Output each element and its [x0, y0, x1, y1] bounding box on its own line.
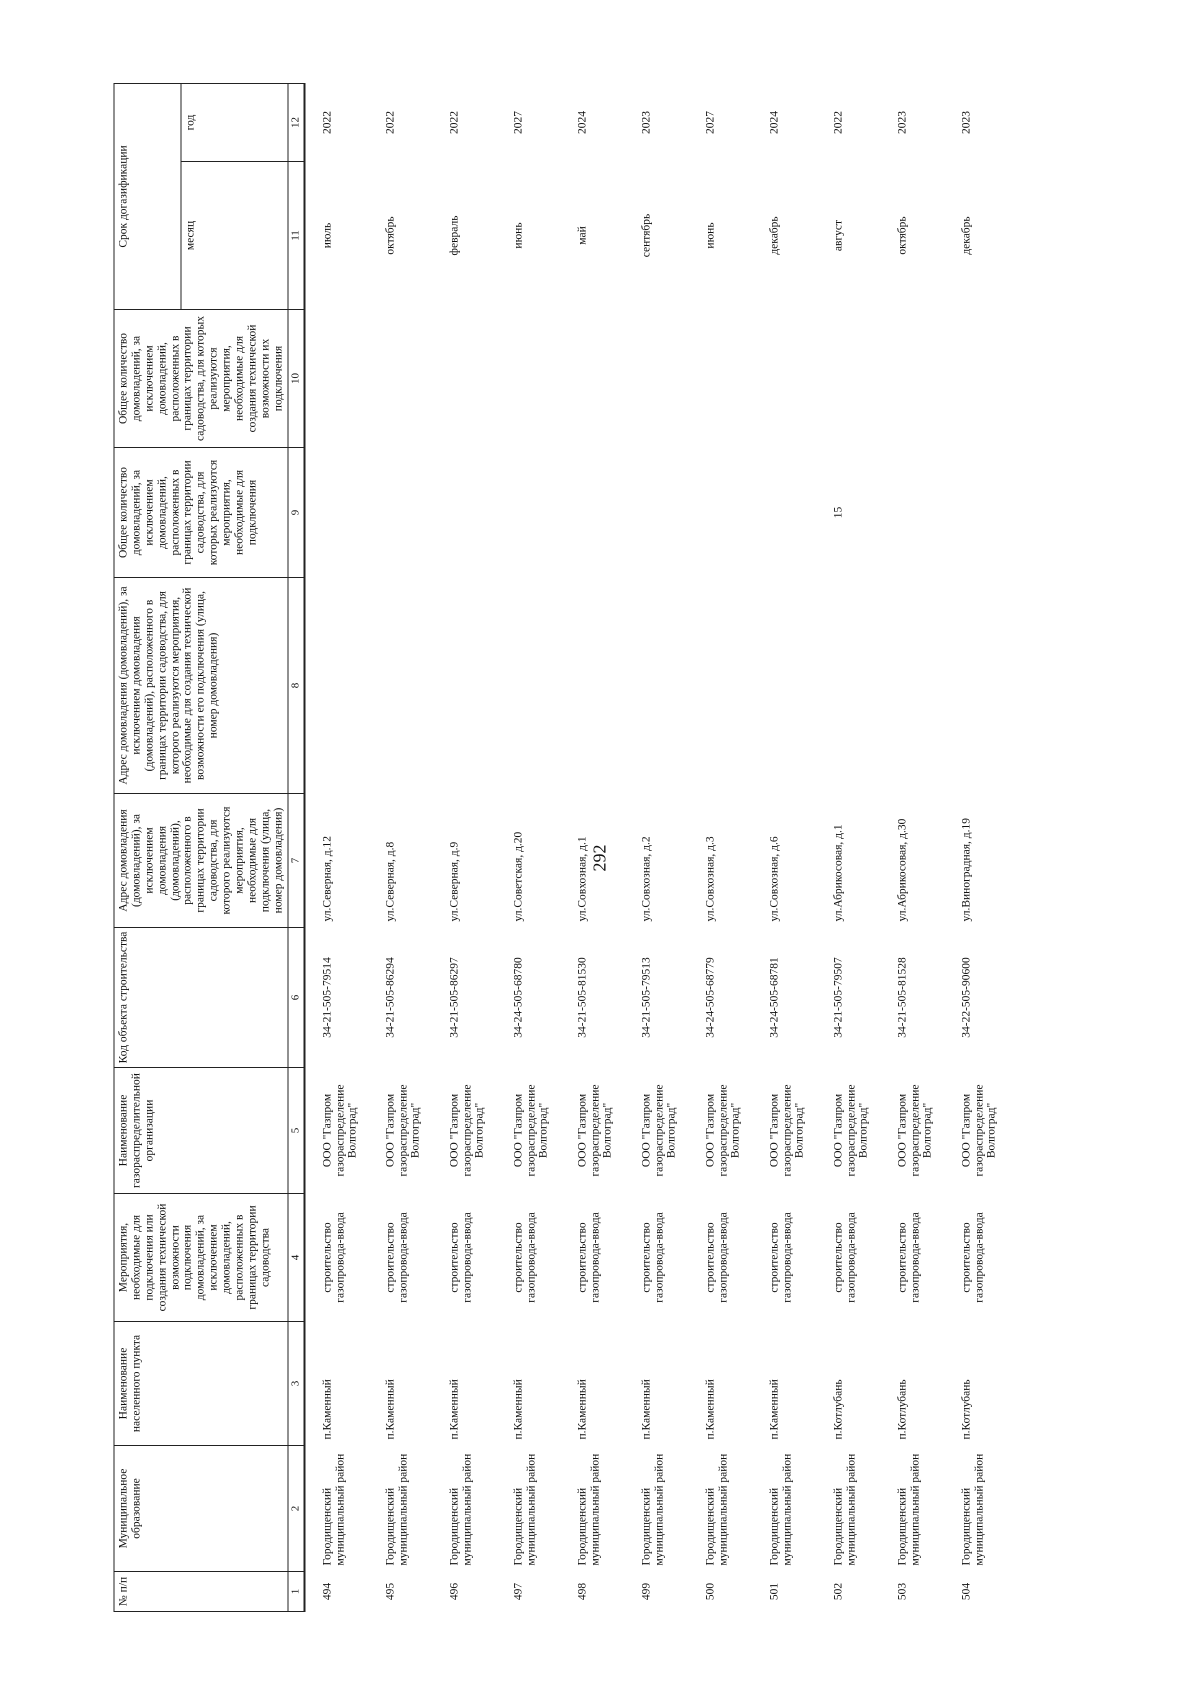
activity-cell: строительство газопровода-ввода — [960, 1212, 986, 1303]
object-code-cell: 34-21-505-79507 — [832, 957, 845, 1038]
column-number: 1 — [288, 1572, 304, 1612]
column-number: 6 — [288, 928, 304, 1068]
row-number: 501 — [768, 1582, 781, 1601]
deadline-year-cell: 2023 — [640, 111, 653, 134]
gasification-table — [114, 83, 1009, 1612]
header-num: № п/п — [114, 1572, 288, 1612]
gas-org-cell: ООО "Газпром газораспределение Волгоград" — [384, 1084, 422, 1177]
count-connect-cell — [944, 448, 1008, 578]
municipality-cell: Городищенский муниципальный район — [321, 1453, 347, 1566]
address-connect-cell: ул.Совхозная, д.2 — [640, 836, 653, 922]
deadline-year-cell: 2022 — [384, 111, 397, 134]
object-code-cell: 34-21-505-79514 — [321, 957, 334, 1038]
gas-org-cell: ООО "Газпром газораспределение Волгоград" — [896, 1084, 934, 1177]
count-create-cell — [880, 310, 944, 448]
table-row — [304, 84, 368, 1612]
header-count-connect: Общее количество домовладений, за исключением домовладений, расположенных в границах территории садоводства, для которых реализуются мероприятия, необходимые для подключения — [114, 448, 288, 578]
count-connect-cell — [304, 448, 368, 578]
deadline-year-cell: 2023 — [960, 111, 973, 134]
table-row — [944, 84, 1008, 1612]
settlement-cell: п.Каменный — [448, 1379, 461, 1440]
deadline-year-cell: 2027 — [512, 111, 525, 134]
row-number: 502 — [832, 1582, 845, 1601]
table-body — [304, 84, 1008, 1612]
deadline-month-cell: декабрь — [960, 216, 973, 255]
page-number: 292 — [589, 844, 610, 872]
address-create-cell — [880, 578, 944, 794]
municipality-cell: Городищенский муниципальный район — [768, 1453, 794, 1566]
settlement-cell: п.Котлубань — [896, 1379, 909, 1440]
deadline-year-cell: 2022 — [448, 111, 461, 134]
table-row — [880, 84, 944, 1612]
row-number: 495 — [384, 1582, 397, 1601]
address-create-cell — [496, 578, 560, 794]
row-number: 503 — [896, 1582, 909, 1601]
deadline-month-cell: май — [576, 226, 589, 245]
address-connect-cell: ул.Абрикосовая, д.30 — [896, 818, 909, 922]
row-number: 497 — [512, 1582, 525, 1601]
header-activity: Мероприятия, необходимые для подключения или создания технической возможности подключения домовладений, за исключением домовладений, расположенных в границах территории садоводства — [114, 1194, 288, 1322]
deadline-month-cell: декабрь — [768, 216, 781, 255]
table-row — [624, 84, 688, 1612]
activity-cell: строительство газопровода-ввода — [512, 1212, 538, 1303]
table-row — [752, 84, 816, 1612]
header-object-code: Код объекта строительства — [114, 928, 288, 1068]
settlement-cell: п.Каменный — [640, 1379, 653, 1440]
count-create-cell — [432, 310, 496, 448]
address-connect-cell: ул.Совхозная, д.6 — [768, 836, 781, 922]
municipality-cell: Городищенский муниципальный район — [384, 1453, 410, 1566]
address-create-cell — [688, 578, 752, 794]
address-create-cell — [304, 578, 368, 794]
count-connect-cell — [432, 448, 496, 578]
count-connect-cell — [880, 448, 944, 578]
deadline-year-cell: 2027 — [704, 111, 717, 134]
address-connect-cell: ул.Совхозная, д.1 — [576, 836, 589, 922]
header-settlement: Наименование населенного пункта — [114, 1322, 288, 1446]
count-create-cell — [944, 310, 1008, 448]
column-number: 9 — [288, 448, 304, 578]
settlement-cell: п.Каменный — [704, 1379, 717, 1440]
gas-org-cell: ООО "Газпром газораспределение Волгоград" — [321, 1084, 359, 1177]
object-code-cell: 34-21-505-86297 — [448, 957, 461, 1038]
activity-cell: строительство газопровода-ввода — [384, 1212, 410, 1303]
deadline-year-cell: 2022 — [832, 111, 845, 134]
object-code-cell: 34-21-505-79513 — [640, 957, 653, 1038]
count-connect-cell — [752, 448, 816, 578]
count-connect-cell: 15 — [832, 506, 845, 519]
municipality-cell: Городищенский муниципальный район — [896, 1453, 922, 1566]
column-number: 8 — [288, 578, 304, 794]
table-row — [432, 84, 496, 1612]
address-create-cell — [752, 578, 816, 794]
deadline-year-cell: 2024 — [768, 111, 781, 134]
municipality-cell: Городищенский муниципальный район — [448, 1453, 474, 1566]
gas-org-cell: ООО "Газпром газораспределение Волгоград" — [960, 1084, 998, 1177]
deadline-month-cell: февраль — [448, 215, 461, 256]
address-create-cell — [944, 578, 1008, 794]
gas-org-cell: ООО "Газпром газораспределение Волгоград" — [832, 1084, 870, 1177]
deadline-month-cell: сентябрь — [640, 213, 653, 258]
column-number-row — [288, 84, 304, 1612]
deadline-month-cell: август — [832, 219, 845, 252]
count-create-cell — [688, 310, 752, 448]
settlement-cell: п.Каменный — [768, 1379, 781, 1440]
activity-cell: строительство газопровода-ввода — [640, 1212, 666, 1303]
address-create-cell — [560, 578, 624, 794]
municipality-cell: Городищенский муниципальный район — [704, 1453, 730, 1566]
settlement-cell: п.Каменный — [576, 1379, 589, 1440]
address-create-cell — [432, 578, 496, 794]
gas-org-cell: ООО "Газпром газораспределение Волгоград" — [576, 1084, 614, 1177]
count-create-cell — [560, 310, 624, 448]
deadline-month-cell: октябрь — [896, 216, 909, 255]
activity-cell: строительство газопровода-ввода — [321, 1212, 347, 1303]
table-header — [114, 84, 304, 1612]
rotated-sheet — [114, 84, 1087, 1612]
count-connect-cell — [496, 448, 560, 578]
count-create-cell — [624, 310, 688, 448]
count-create-cell — [816, 310, 880, 448]
row-number: 498 — [576, 1582, 589, 1601]
table-row — [560, 84, 624, 1612]
activity-cell: строительство газопровода-ввода — [896, 1212, 922, 1303]
header-deadline: Срок догазификации — [114, 84, 181, 310]
column-number: 11 — [288, 162, 304, 310]
count-connect-cell — [560, 448, 624, 578]
column-number: 10 — [288, 310, 304, 448]
deadline-month-cell: октябрь — [384, 216, 397, 255]
activity-cell: строительство газопровода-ввода — [704, 1212, 730, 1303]
deadline-year-cell: 2024 — [576, 111, 589, 134]
column-number: 12 — [288, 84, 304, 162]
address-create-cell — [368, 578, 432, 794]
count-connect-cell — [688, 448, 752, 578]
object-code-cell: 34-22-505-90600 — [960, 957, 973, 1038]
header-count-create: Общее количество домовладений, за исключением домовладений, расположенных в границах территории садоводства, для которых реализуются мероприятия, необходимые для создания технической возможности их подключения — [114, 310, 288, 448]
address-connect-cell: ул.Советская, д.20 — [512, 831, 525, 922]
municipality-cell: Городищенский муниципальный район — [832, 1453, 858, 1566]
settlement-cell: п.Каменный — [321, 1379, 334, 1440]
deadline-year-cell: 2023 — [896, 111, 909, 134]
object-code-cell: 34-24-505-68779 — [704, 957, 717, 1038]
gas-org-cell: ООО "Газпром газораспределение Волгоград" — [448, 1084, 486, 1177]
column-number: 4 — [288, 1194, 304, 1322]
settlement-cell: п.Котлубань — [832, 1379, 845, 1440]
count-create-cell — [368, 310, 432, 448]
count-create-cell — [496, 310, 560, 448]
header-municipality: Муниципальное образование — [114, 1446, 288, 1572]
table-row — [496, 84, 560, 1612]
municipality-cell: Городищенский муниципальный район — [512, 1453, 538, 1566]
address-connect-cell: ул.Виноградная, д.19 — [960, 817, 973, 922]
row-number: 496 — [448, 1582, 461, 1601]
header-month: месяц — [181, 162, 288, 310]
object-code-cell: 34-21-505-86294 — [384, 957, 397, 1038]
deadline-month-cell: июнь — [704, 222, 717, 249]
settlement-cell: п.Котлубань — [960, 1379, 973, 1440]
header-gas-org: Наименование газораспределительной организации — [114, 1068, 288, 1194]
row-number: 504 — [960, 1582, 973, 1601]
address-connect-cell: ул.Совхозная, д.3 — [704, 836, 717, 922]
column-number: 3 — [288, 1322, 304, 1446]
address-connect-cell: ул.Северная, д.8 — [384, 841, 397, 922]
deadline-month-cell: июль — [321, 222, 334, 249]
object-code-cell: 34-21-505-81530 — [576, 957, 589, 1038]
count-create-cell — [304, 310, 368, 448]
row-number: 500 — [704, 1582, 717, 1601]
activity-cell: строительство газопровода-ввода — [768, 1212, 794, 1303]
settlement-cell: п.Каменный — [512, 1379, 525, 1440]
count-create-cell — [752, 310, 816, 448]
object-code-cell: 34-24-505-68781 — [768, 957, 781, 1038]
row-number: 499 — [640, 1582, 653, 1601]
count-connect-cell — [624, 448, 688, 578]
column-number: 5 — [288, 1068, 304, 1194]
activity-cell: строительство газопровода-ввода — [448, 1212, 474, 1303]
address-connect-cell: ул.Северная, д.9 — [448, 841, 461, 922]
count-connect-cell — [368, 448, 432, 578]
municipality-cell: Городищенский муниципальный район — [960, 1453, 986, 1566]
gas-org-cell: ООО "Газпром газораспределение Волгоград" — [768, 1084, 806, 1177]
address-connect-cell: ул.Абрикосовая, д.1 — [832, 824, 845, 922]
object-code-cell: 34-21-505-81528 — [896, 957, 909, 1038]
municipality-cell: Городищенский муниципальный район — [576, 1453, 602, 1566]
header-year: год — [181, 84, 288, 162]
gas-org-cell: ООО "Газпром газораспределение Волгоград" — [704, 1084, 742, 1177]
activity-cell: строительство газопровода-ввода — [832, 1212, 858, 1303]
table-row — [688, 84, 752, 1612]
address-create-cell — [816, 578, 880, 794]
settlement-cell: п.Каменный — [384, 1379, 397, 1440]
table-row — [816, 84, 880, 1612]
address-create-cell — [624, 578, 688, 794]
gas-org-cell: ООО "Газпром газораспределение Волгоград" — [512, 1084, 550, 1177]
header-address-create: Адрес домовладения (домовладений), за исключением домовладения (домовладений), расположенного в границах территории садоводства, для которого реализуются мероприятия, необходимые для создания технической возможности его подключения (улица, номер домовладения) — [114, 578, 288, 794]
gas-org-cell: ООО "Газпром газораспределение Волгоград" — [640, 1084, 678, 1177]
object-code-cell: 34-24-505-68780 — [512, 957, 525, 1038]
column-number: 7 — [288, 794, 304, 928]
deadline-month-cell: июнь — [512, 222, 525, 249]
row-number: 494 — [321, 1582, 334, 1601]
column-number: 2 — [288, 1446, 304, 1572]
address-connect-cell: ул.Северная, д.12 — [321, 835, 334, 922]
municipality-cell: Городищенский муниципальный район — [640, 1453, 666, 1566]
deadline-year-cell: 2022 — [321, 111, 334, 134]
header-address-connect: Адрес домовладения (домовладений), за исключением домовладения (домовладений), расположенного в границах территории садоводства, для которого реализуются мероприятия, необходимые для подключения (улица, номер домовладения) — [114, 794, 288, 928]
activity-cell: строительство газопровода-ввода — [576, 1212, 602, 1303]
table-row — [368, 84, 432, 1612]
